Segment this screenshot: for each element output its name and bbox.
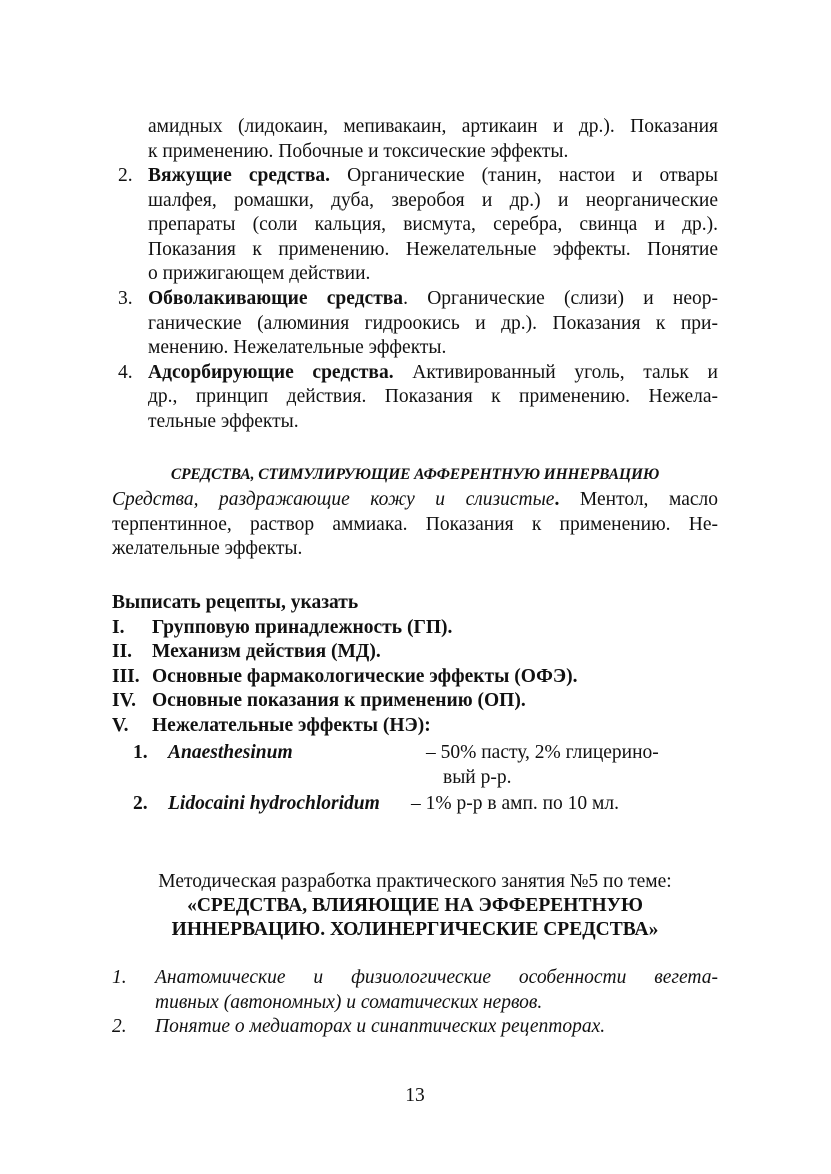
lesson-title-line-2: ИННЕРВАЦИЮ. ХОЛИНЕРГИЧЕСКИЕ СРЕДСТВА»: [171, 919, 659, 940]
drug-form-cont: вый р-р.: [443, 767, 512, 788]
question-line: тивных (автономных) и соматических нервов.: [155, 992, 543, 1013]
afferent-line-2: терпентинное, раствор аммиака. Показания к применению. Не-: [112, 514, 718, 535]
prescription-point: Групповую принадлежность (ГП).: [152, 617, 453, 638]
item-title: Адсорбирующие средства.: [148, 362, 394, 383]
question-number: 1.: [112, 967, 127, 988]
prescription-point: Нежелательные эффекты (НЭ):: [152, 715, 431, 736]
drug-name: Anaesthesinum: [168, 742, 293, 763]
afferent-line-3: желательные эффекты.: [112, 538, 303, 559]
item-first-line: [148, 164, 718, 189]
item-title: Обволакивающие средства: [148, 288, 404, 309]
page-number: 13: [405, 1085, 425, 1106]
roman-numeral: IV.: [112, 690, 137, 711]
intro-line-2: к применению. Побочные и токсические эффекты.: [148, 141, 569, 162]
lesson-title-line-1: «СРЕДСТВА, ВЛИЯЮЩИЕ НА ЭФФЕРЕНТНУЮ: [187, 895, 643, 916]
drug-form: – 50% пасту, 2% глицерино-: [426, 742, 659, 763]
lesson-intro: Методическая разработка практического занятия №5 по теме:: [158, 871, 672, 892]
irritants-dot: .: [554, 489, 560, 510]
drug-number: 1.: [133, 742, 148, 763]
drug-form: – 1% р-р в амп. по 10 мл.: [411, 793, 620, 814]
item-text: Органические (танин, настои и отвары: [330, 165, 719, 186]
roman-numeral: V.: [112, 715, 129, 736]
item-line: препараты (соли кальция, висмута, серебра, свинца и др.).: [148, 214, 718, 235]
item-line: менению. Нежелательные эффекты.: [148, 337, 447, 358]
roman-numeral: I.: [112, 617, 125, 638]
item-number: 4.: [118, 362, 133, 383]
item-line: Показания к применению. Нежелательные эффекты. Понятие: [148, 239, 718, 260]
item-text: . Органические (слизи) и неор-: [403, 288, 719, 309]
item-first-line: [148, 287, 718, 312]
item-line: о прижигающем действии.: [148, 263, 371, 284]
irritants-title: Средства, раздражающие кожу и слизистые: [112, 489, 555, 510]
item-line: ганические (алюминия гидроокись и др.). Показания к при-: [148, 313, 718, 334]
item-line: др., принцип действия. Показания к применению. Нежела-: [148, 386, 718, 407]
section-heading: СРЕДСТВА, СТИМУЛИРУЮЩИЕ АФФЕРЕНТНУЮ ИННЕРВАЦИЮ: [170, 466, 660, 483]
intro-line-1: амидных (лидокаин, мепивакаин, артикаин и др.). Показания: [148, 116, 718, 137]
drug-name: Lidocaini hydrochloridum: [168, 793, 380, 814]
item-line: тельные эффекты.: [148, 411, 299, 432]
item-first-line: [148, 361, 718, 386]
prescriptions-heading: Выписать рецепты, указать: [112, 592, 359, 613]
item-number: 3.: [118, 288, 133, 309]
afferent-text: Ментол, масло: [559, 489, 718, 510]
question-number: 2.: [112, 1016, 127, 1037]
item-title: Вяжущие средства.: [148, 165, 331, 186]
prescription-point: Механизм действия (МД).: [152, 641, 381, 662]
afferent-line-1: [112, 488, 718, 513]
roman-numeral: II.: [112, 641, 133, 662]
item-text: Активированный уголь, тальк и: [393, 362, 718, 383]
roman-numeral: III.: [112, 666, 140, 687]
drug-number: 2.: [133, 793, 148, 814]
question-line: Понятие о медиаторах и синаптических рецепторах.: [155, 1016, 606, 1037]
question-line: Анатомические и физиологические особенности вегета-: [155, 967, 718, 988]
prescription-point: Основные показания к применению (ОП).: [152, 690, 526, 711]
item-line: шалфея, ромашки, дуба, зверобоя и др.) и неорганические: [148, 190, 718, 211]
item-number: 2.: [118, 165, 133, 186]
prescription-point: Основные фармакологические эффекты (ОФЭ).: [152, 666, 578, 687]
